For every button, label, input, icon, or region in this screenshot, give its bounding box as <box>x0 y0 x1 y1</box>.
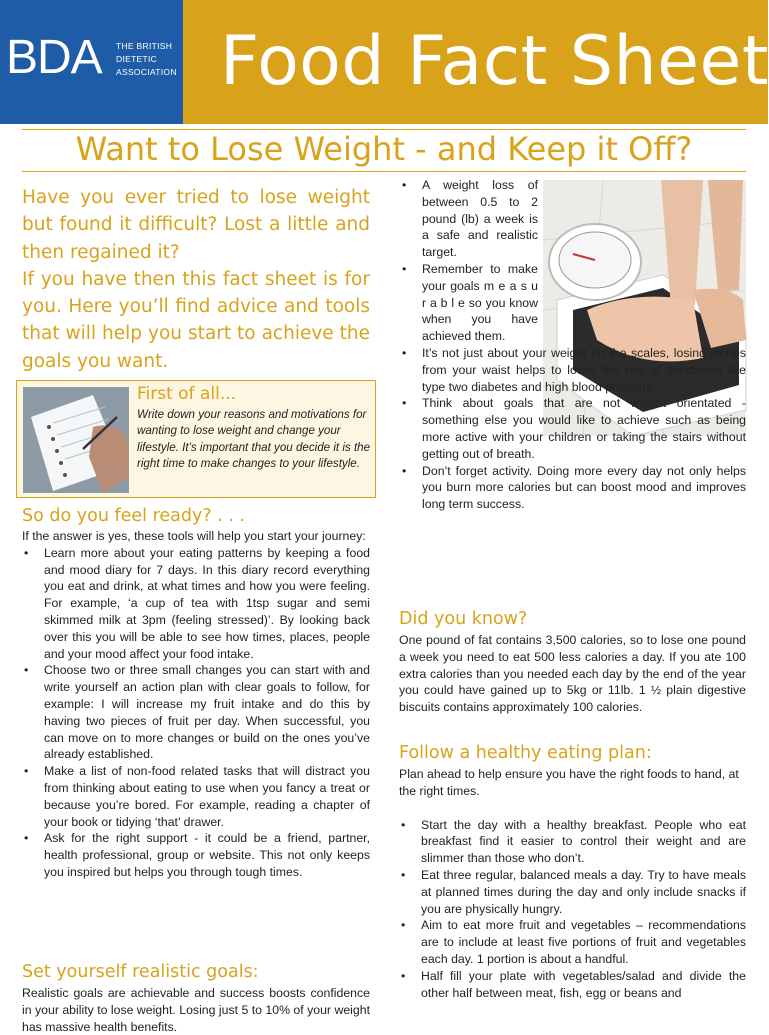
goals-heading: Set yourself realistic goals: <box>22 962 259 982</box>
list-item: • Learn more about your eating patterns by keeping a food and mood diary for 7 days. In this diary record everything you eat and drink, at what times and how you were feeling. For example, ‘a cup of tea with 1tsp sugar and semi skimmed milk at 3pm (feeling stressed)’. By looking back over this you will be able to see how times, places, people and your mood affect your food intake. <box>22 545 370 663</box>
list-item: • Aim to eat more fruit and vegetables – recommendations are to include at least five portions of fruit and vegetables each day. 1 portion is about a handful. <box>399 917 746 967</box>
intro-paragraph: Have you ever tried to lose weight but found it difficult? Lost a little and then regained it? <box>22 187 370 263</box>
healthy-plan-section <box>399 766 746 1001</box>
notebook-illustration-icon <box>23 387 129 493</box>
ready-heading: So do you feel ready? . . . <box>22 506 246 526</box>
list-item: • It’s not just about your weight on the scales, losing inches from your waist helps to lower the risk of conditions like type two diabetes and high blood pressure. <box>400 345 746 395</box>
healthy-plan-heading: Follow a healthy eating plan: <box>399 743 652 763</box>
did-you-know-heading: Did you know? <box>399 609 528 629</box>
bda-org-name <box>116 40 177 79</box>
goals-text: Realistic goals are achievable and success boosts confidence in your ability to lose weight. Losing just 5 to 10% of your weight has massive health benefits. <box>22 986 370 1034</box>
first-of-all-box <box>16 380 376 498</box>
first-of-all-heading: First of all... <box>137 384 237 404</box>
sheet-title: Food Fact Sheet <box>220 22 769 101</box>
list-item: • Ask for the right support - it could be a friend, partner, health professional, group or website. This not only keeps you inspired but helps you through tough times. <box>22 830 370 880</box>
list-item: • Half fill your plate with vegetables/salad and divide the other half between meat, fish, egg or beans and <box>399 968 746 1002</box>
healthy-plan-intro: Plan ahead to help ensure you have the right foods to hand, at the right times. <box>399 767 739 798</box>
header-banner <box>0 0 768 124</box>
list-item: • Make a list of non-food related tasks that will distract you from thinking about eating to use when you fancy a treat or because you’re bored. For example, reading a chapter of your book or tidying ‘that’ drawer. <box>22 763 370 830</box>
list-item: • Choose two or three small changes you can start with and write yourself an action plan with clear goals to follow, for example: I will increase my fruit intake and do this by having two pieces of fruit per day. When successful, you can move on to more changes or build on the ones you’ve already established. <box>22 662 370 763</box>
intro-paragraph: If you have then this fact sheet is for you. Here you’ll find advice and tools that will help you start to achieve the goals you want. <box>22 268 370 372</box>
ready-list <box>22 545 370 881</box>
ready-intro: If the answer is yes, these tools will help you start your journey: <box>22 529 366 543</box>
did-you-know-text: One pound of fat contains 3,500 calories, so to lose one pound a week you need to eat 500 less calories a day. If you ate 100 extra calories than you needed each day by the end of the year you could have gained up to 5kg or 11lb. 1 ½ plain digestive biscuits contains approximately 100 calories. <box>399 633 746 715</box>
title-rule-bottom <box>22 171 746 172</box>
right-goals-list-section <box>400 177 746 513</box>
bda-logo: BDA <box>6 31 102 84</box>
main-title: Want to Lose Weight - and Keep it Off? <box>75 130 693 168</box>
first-of-all-text: Write down your reasons and motivations for wanting to lose weight and change your lifestyle. It’s important that you decide it is the right time to make changes to your lifestyle. <box>137 408 371 470</box>
list-item: • Remember to make your goals m e a s u r a b l e so you know when you have achieved them. <box>400 261 538 345</box>
bda-logo-block <box>0 0 183 124</box>
list-item: • Start the day with a healthy breakfast. People who eat breakfast find it easier to control their weight and are slimmer than those who don’t. <box>399 817 746 867</box>
org-line: DIETETIC <box>116 54 158 64</box>
list-item: • Don’t forget activity. Doing more every day not only helps you burn more calories but can boost mood and improves long term success. <box>400 463 746 513</box>
list-item: • Eat three regular, balanced meals a day. Try to have meals at planned times during the day and only include snacks if you are physically hungry. <box>399 867 746 917</box>
list-item: • Think about goals that are not weight orientated - something else you would like to achieve such as being more active with your children or taking the stairs without getting out of breath. <box>400 395 746 462</box>
ready-section <box>22 528 370 881</box>
intro-text <box>22 184 370 375</box>
list-item: • A weight loss of between 0.5 to 2 pound (lb) a week is a safe and realistic target. <box>400 177 538 261</box>
right-goals-list <box>400 177 746 513</box>
notebook-photo <box>23 387 129 493</box>
org-line: ASSOCIATION <box>116 67 177 77</box>
healthy-plan-list <box>399 817 746 1002</box>
org-line: THE BRITISH <box>116 41 173 51</box>
